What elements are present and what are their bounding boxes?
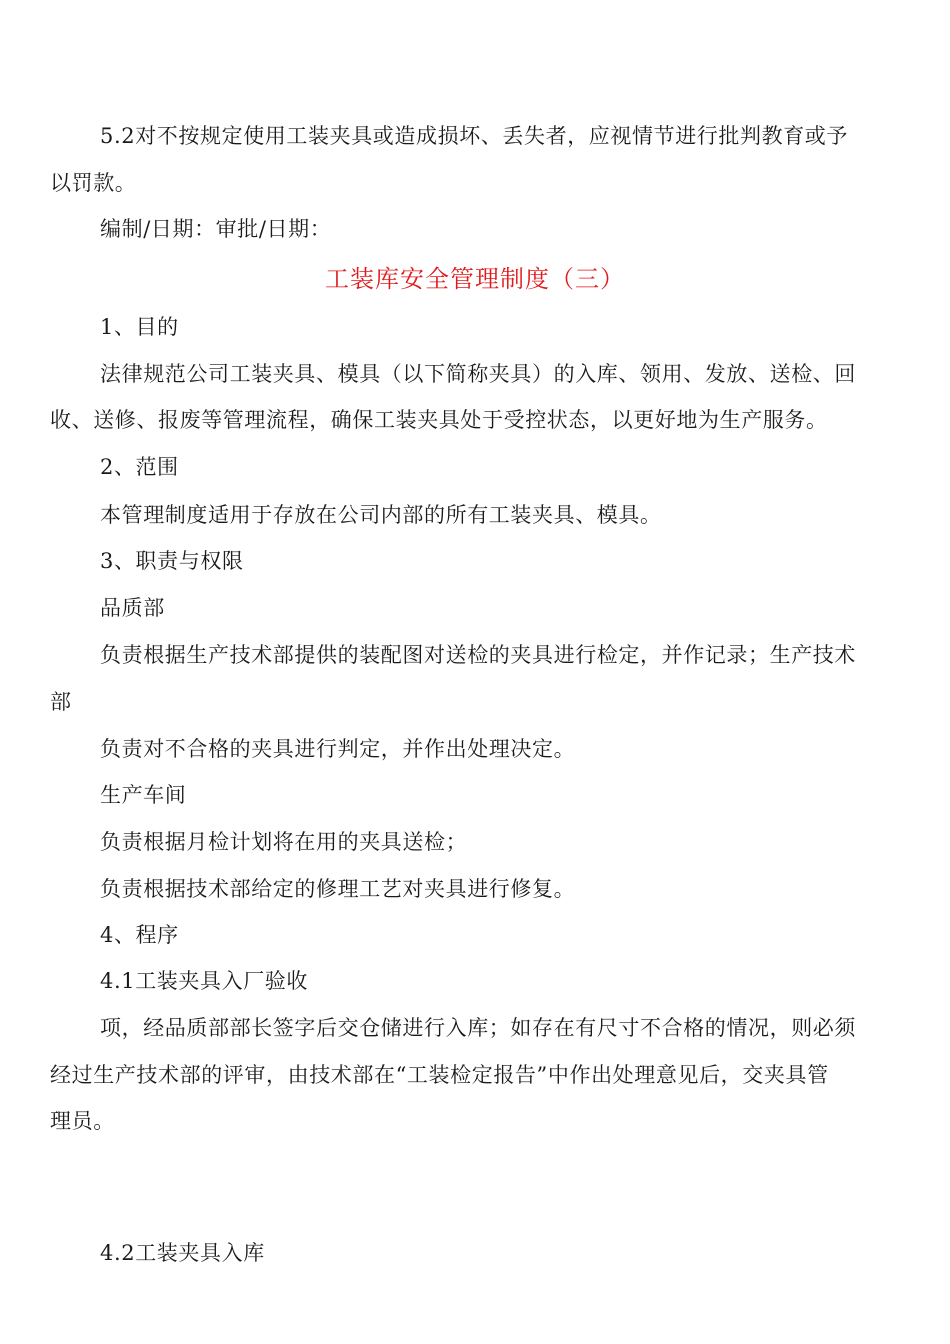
quality-dept-heading: 品质部: [100, 596, 165, 620]
section-3-heading: 3、职责与权限: [100, 549, 244, 573]
section-1-line-1: 法律规范公司工装夹具、模具（以下简称夹具）的入库、领用、发放、送检、回: [100, 362, 856, 386]
clause-5-2-line-1: 5.2对不按规定使用工装夹具或造成损坏、丢失者，应视情节进行批判教育或予: [100, 124, 848, 148]
quality-dept-line-2: 部: [50, 690, 72, 714]
section-1-line-2: 收、送修、报废等管理流程，确保工装夹具处于受控状态，以更好地为生产服务。: [50, 408, 828, 432]
clause-5-2-line-2: 以罚款。: [50, 171, 137, 195]
quality-dept-line-1: 负责根据生产技术部提供的装配图对送检的夹具进行检定，并作记录；生产技术: [100, 643, 856, 667]
section-2-heading: 2、范围: [100, 455, 179, 479]
section-4-1-line-2: 经过生产技术部的评审，由技术部在“工装检定报告”中作出处理意见后，交夹具管: [50, 1063, 829, 1087]
section-4-heading: 4、程序: [100, 923, 179, 947]
workshop-heading: 生产车间: [100, 783, 187, 807]
workshop-duty-1: 负责根据月检计划将在用的夹具送检；: [100, 830, 468, 854]
workshop-duty-2: 负责根据技术部给定的修理工艺对夹具进行修复。: [100, 877, 576, 901]
tech-dept-duty: 负责对不合格的夹具进行判定，并作出处理决定。: [100, 737, 576, 761]
section-4-1-line-1: 项，经品质部部长签字后交仓储进行入库；如存在有尺寸不合格的情况，则必须: [100, 1016, 856, 1040]
document-title: 工装库安全管理制度（三）: [325, 265, 625, 293]
section-2-text: 本管理制度适用于存放在公司内部的所有工装夹具、模具。: [100, 503, 662, 527]
section-4-1-heading: 4.1工装夹具入厂验收: [100, 969, 308, 993]
section-4-1-line-3: 理员。: [50, 1109, 115, 1133]
section-4-2-heading: 4.2工装夹具入库: [100, 1241, 265, 1265]
section-1-heading: 1、目的: [100, 315, 179, 339]
sign-line: 编制/日期：审批/日期：: [100, 217, 332, 241]
